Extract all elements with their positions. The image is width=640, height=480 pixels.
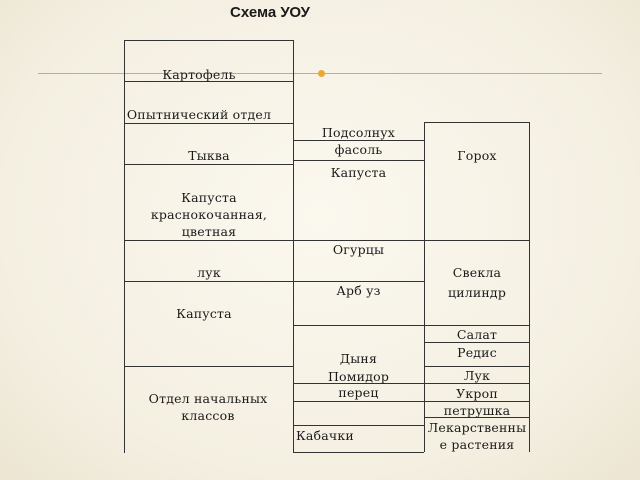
- col1-divider: [124, 240, 293, 241]
- bed-radish: Редис: [457, 345, 497, 360]
- bed-pumpkin: Тыква: [188, 148, 230, 163]
- accent-dot: [318, 70, 325, 77]
- bed-cabbage-colored-line: краснокочанная,: [150, 207, 268, 222]
- col2-divider: [293, 325, 424, 326]
- bed-medicinal-herbs: [424, 419, 530, 453]
- bed-potato: Картофель: [162, 67, 236, 82]
- bed-dill: Укроп: [456, 386, 498, 401]
- col3-top-border: [424, 122, 530, 123]
- bed-peas: Горох: [457, 148, 497, 163]
- col1-divider: [124, 164, 293, 165]
- col2-divider: [293, 425, 424, 426]
- bed-melon: Дыня: [339, 351, 378, 366]
- col1-divider: [124, 366, 293, 367]
- bed-cabbage-colored: [124, 189, 294, 240]
- diagram-title: Схема УОУ: [230, 4, 310, 21]
- section-primary-classes: [124, 390, 292, 424]
- bed-medicinal-herbs-line: Лекарственны: [427, 420, 527, 435]
- bed-beet: [424, 264, 530, 301]
- col1-divider: [124, 123, 293, 124]
- bed-beet-line: Свекла: [452, 265, 502, 280]
- bed-cabbage-col1: Капуста: [176, 306, 232, 321]
- bed-cabbage-col2: Капуста: [330, 165, 387, 180]
- bed-lettuce: Салат: [456, 327, 498, 342]
- bed-parsley: петрушка: [443, 403, 511, 418]
- bed-beans: фасоль: [334, 142, 383, 157]
- bed-cabbage-colored-line: Капуста: [181, 190, 237, 205]
- section-experimental: Опытнический отдел: [126, 107, 272, 122]
- bed-onion-col3: Лук: [463, 368, 491, 383]
- col3-divider: [424, 240, 530, 241]
- bed-sunflower: Подсолнух: [321, 125, 396, 140]
- bed-beet-line: цилиндр: [447, 285, 507, 300]
- bed-cabbage-colored-line: цветная: [181, 224, 237, 239]
- bed-onion-col1: лук: [197, 265, 221, 280]
- col1-top-border: [124, 40, 293, 41]
- section-primary-classes-line: классов: [181, 408, 235, 423]
- bed-watermelon: Арб уз: [336, 283, 381, 298]
- bed-zucchini: Кабачки: [296, 428, 354, 443]
- bed-cucumbers: Огурцы: [332, 242, 385, 257]
- col2-divider: [293, 160, 424, 161]
- bed-medicinal-herbs-line: е растения: [439, 437, 515, 452]
- section-primary-classes-line: Отдел начальных: [148, 391, 268, 406]
- bed-tomato: Помидор: [327, 369, 390, 384]
- bed-pepper: перец: [338, 385, 379, 400]
- col2-bottom-border: [293, 452, 424, 453]
- col2-divider: [293, 401, 424, 402]
- col1-divider: [124, 281, 293, 282]
